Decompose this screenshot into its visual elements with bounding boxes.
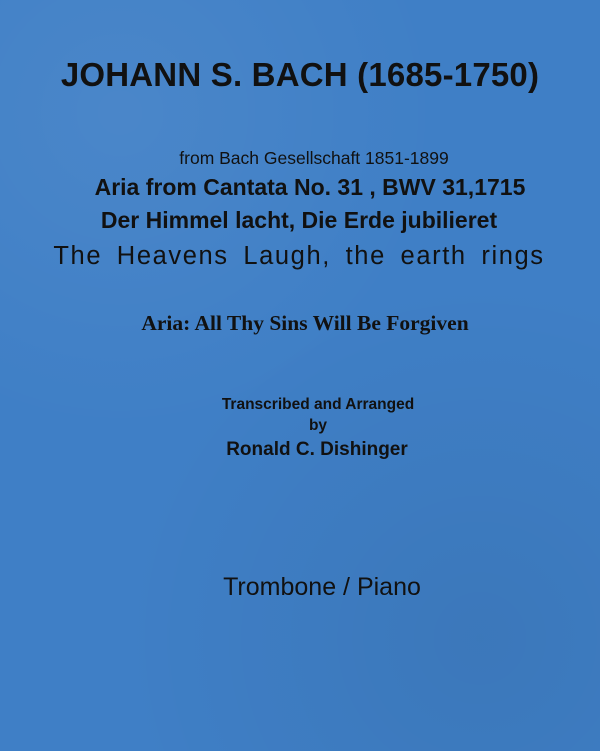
arrangement-by: by [308, 417, 328, 434]
instrumentation-label: Trombone / Piano [223, 573, 421, 601]
arranger-name: Ronald C. Dishinger [226, 439, 408, 460]
composer-heading: JOHANN S. BACH (1685-1750) [60, 56, 540, 93]
source-note: from Bach Gesellschaft 1851-1899 [179, 148, 449, 168]
arrangement-credit: Transcribed and Arranged [221, 396, 415, 413]
german-title: Der Himmel lacht, Die Erde jubilieret [100, 207, 498, 233]
aria-subtitle: Aria: All Thy Sins Will Be Forgiven [141, 311, 469, 335]
cantata-title: Aria from Cantata No. 31 , BWV 31,1715 [94, 174, 526, 200]
english-title: The Heavens Laugh, the earth rings [53, 242, 545, 270]
